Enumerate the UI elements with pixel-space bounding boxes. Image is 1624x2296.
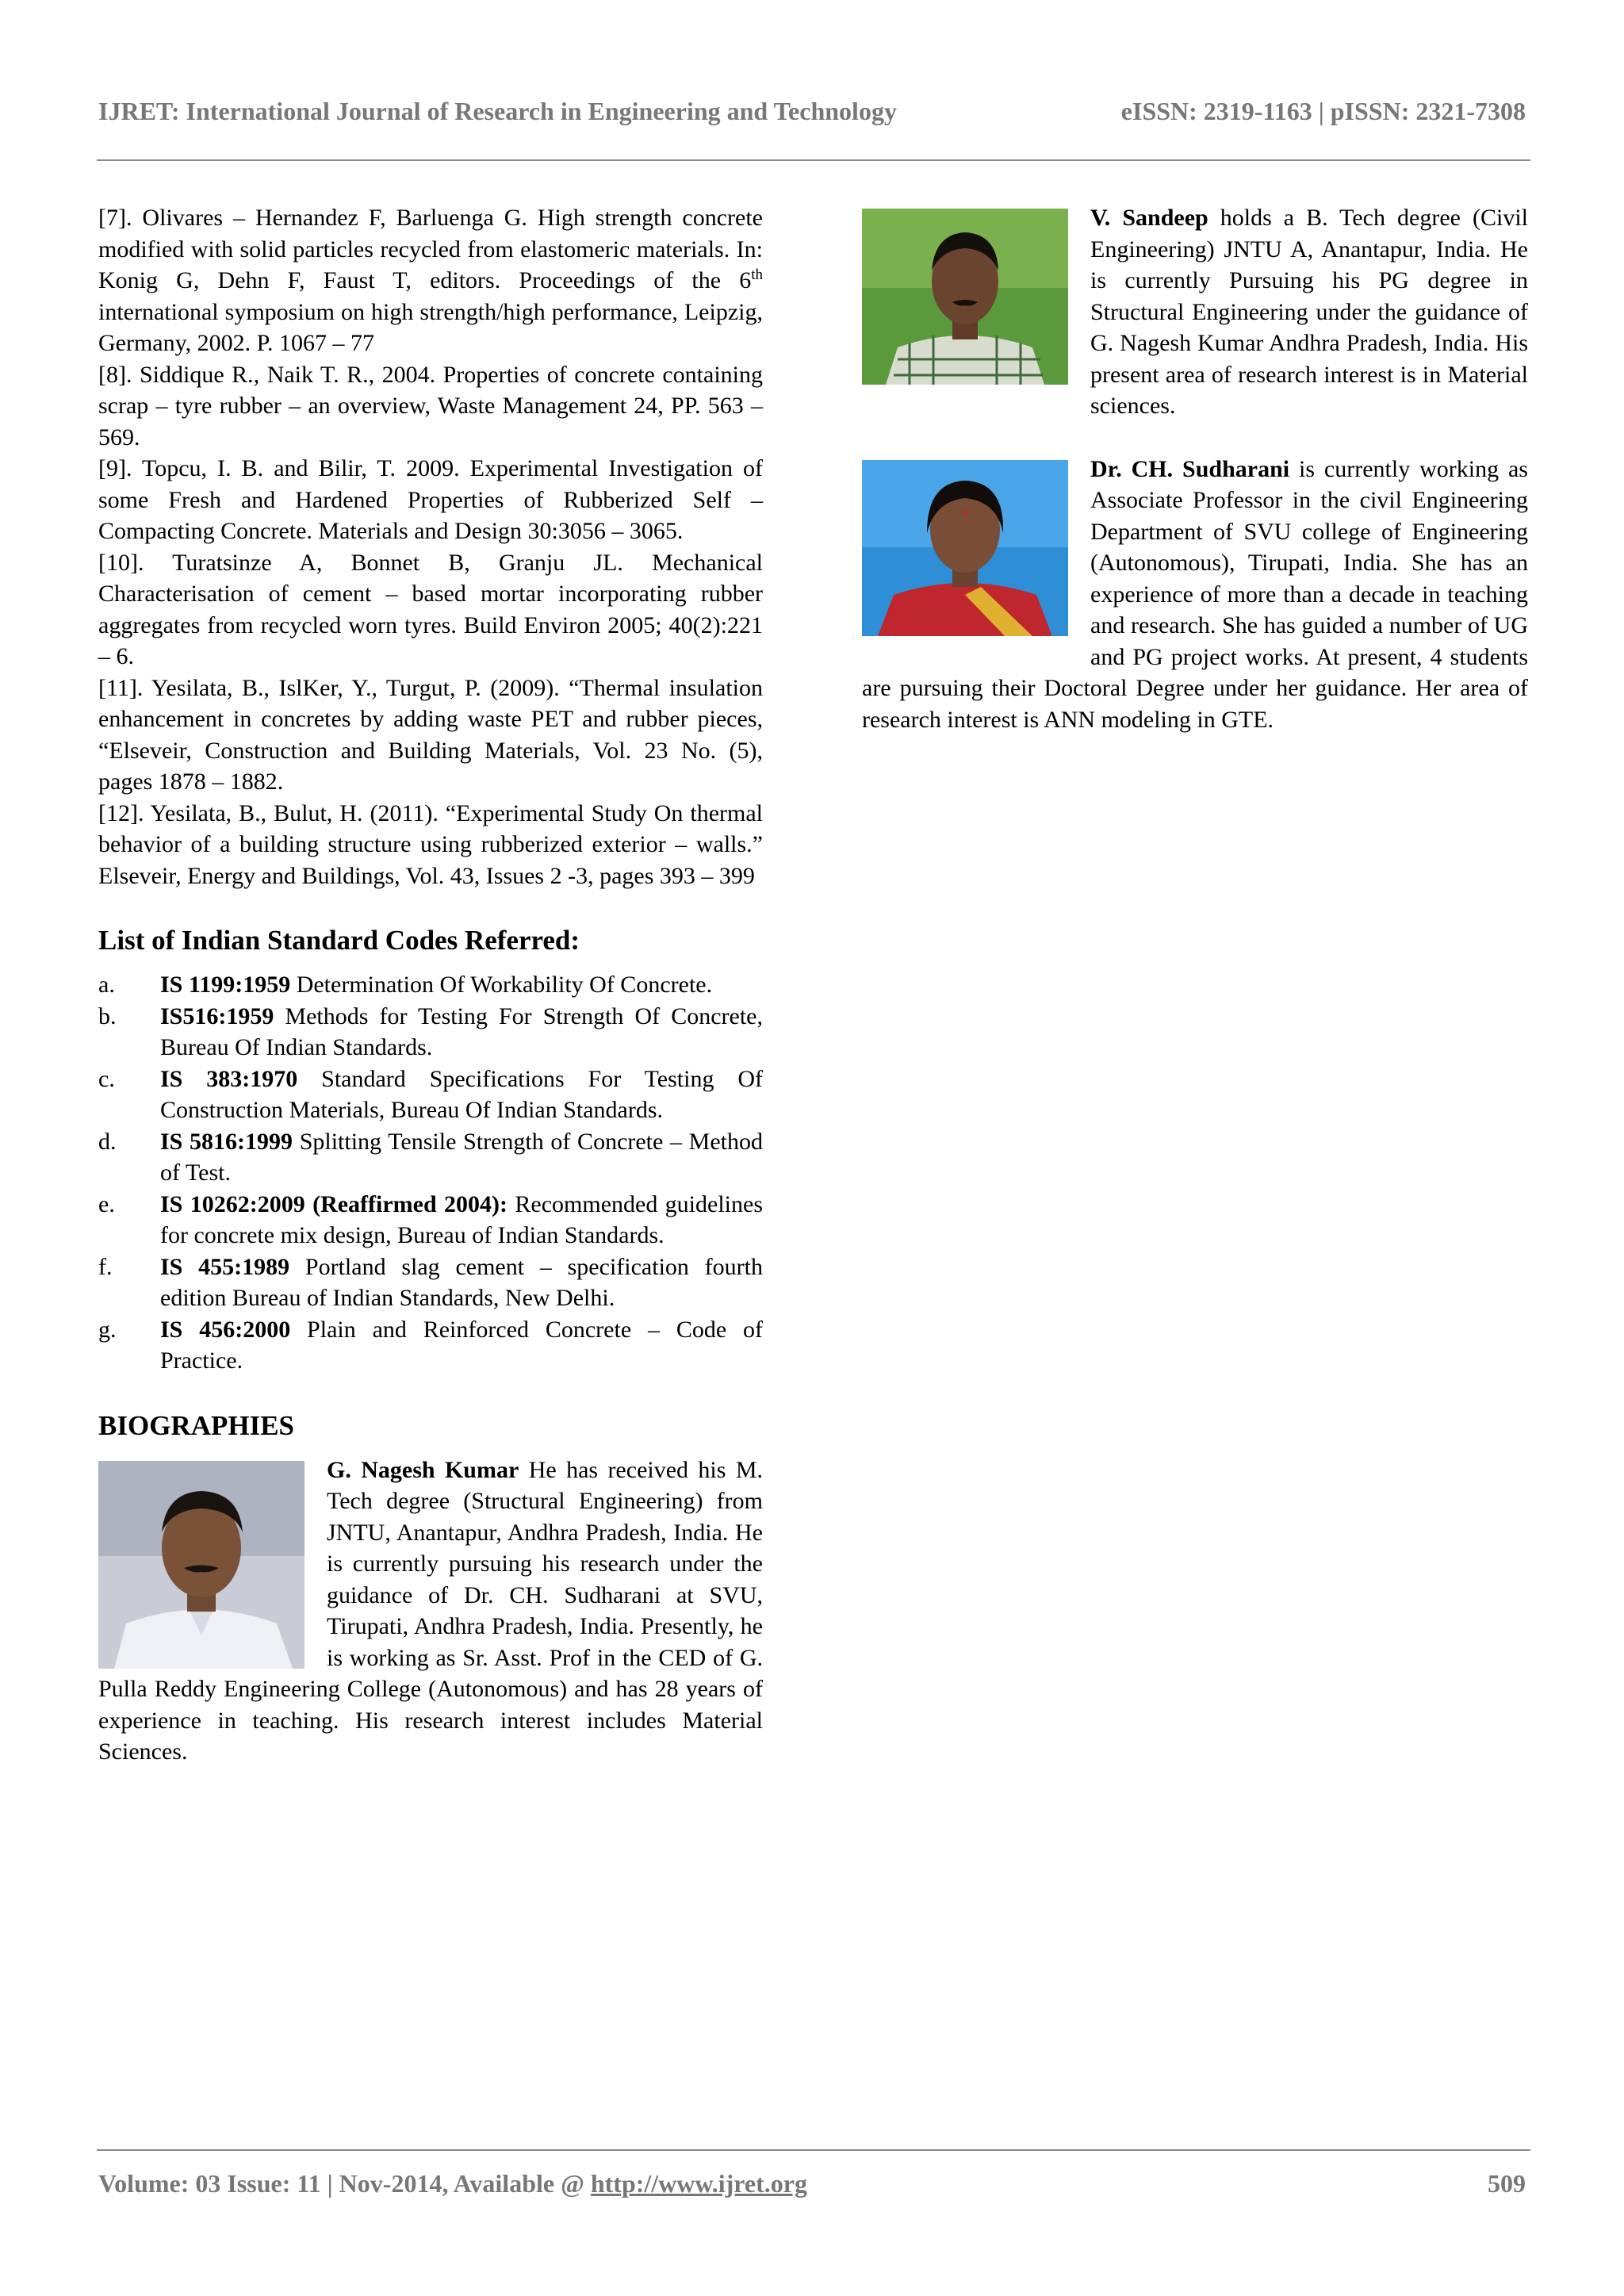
code-item: d. IS 5816:1999 Splitting Tensile Strength of Concrete – Method of Test. xyxy=(98,1128,764,1186)
code-item: f. IS 455:1989 Portland slag cement – specification fourth edition Bureau of Indian Standards, New Delhi. xyxy=(98,1253,763,1311)
reference-item: [11]. Yesilata, B., IslKer, Y., Turgut, P. (2009). “Thermal insulation enhancement in concretes by adding waste PET and rubber pieces, “Elseveir, Construction and Building Materials, Vol. 23 No. (5), pages 1878 – 1882. xyxy=(98,674,763,795)
bio-nagesh-kumar xyxy=(98,1455,763,1768)
footer-rule xyxy=(97,2149,1530,2151)
header-rule xyxy=(97,159,1530,161)
bio-name: G. Nagesh Kumar xyxy=(327,1456,519,1483)
portrait-photo-sudharani xyxy=(862,460,1068,668)
bio-text: holds a B. Tech degree (Civil Engineering) JNTU A, Anantapur, India. He is currently Pursuing his PG degree in Structural Engineering under the guidance of G. Nagesh Kumar Andhra Pradesh, India. His present area of research interest is in Material sciences. xyxy=(1090,205,1528,419)
portrait-photo-nagesh xyxy=(98,1461,304,1669)
reference-list xyxy=(98,202,763,891)
left-column xyxy=(98,202,763,1800)
reference-item: [8]. Siddique R., Naik T. R., 2004. Properties of concrete containing scrap – tyre rubber – an overview, Waste Management 24, PP. 563 – 569. xyxy=(98,361,763,450)
reference-item: [10]. Turatsinze A, Bonnet B, Granju JL. Mechanical Characterisation of cement – based mortar incorporating rubber aggregates from recycled worn tyres. Build Environ 2005; 40(2):221 – 6. xyxy=(98,549,763,669)
bio-sandeep xyxy=(862,202,1528,422)
reference-item: [12]. Yesilata, B., Bulut, H. (2011). “Experimental Study On thermal behavior of a building structure using rubberized exterior – walls.” Elseveir, Energy and Buildings, Vol. 43, Issues 2 -3, pages 393 – 399 xyxy=(98,799,763,889)
biographies-heading: BIOGRAPHIES xyxy=(98,1409,294,1441)
bio-text: is currently working as Associate Professor in the civil Engineering Department of SVU college of Engineering (Autonomous), Tirupati, India. She has an experience of more than a decade in teaching and research. She has guided a number of UG and PG project works. At present, 4 students are pursuing their Doctoral Degree under her guidance. Her area of research interest is ANN modeling in GTE. xyxy=(862,455,1528,733)
bio-name: Dr. CH. Sudharani xyxy=(1090,455,1290,482)
journal-title: IJRET: International Journal of Research in Engineering and Technology xyxy=(98,97,897,125)
code-item: g. IS 456:2000 Plain and Reinforced Concrete – Code of Practice. xyxy=(98,1316,763,1374)
issn-numbers: eISSN: 2319-1163 | pISSN: 2321-7308 xyxy=(1120,97,1526,125)
journal-url-link[interactable]: http://www.ijret.org xyxy=(590,2169,807,2198)
code-item: c. IS 383:1970 Standard Specifications For Testing Of Construction Materials, Bureau Of Indian Standards. xyxy=(98,1065,763,1123)
right-column xyxy=(862,202,1528,767)
reference-item: [9]. Topcu, I. B. and Bilir, T. 2009. Experimental Investigation of some Fresh and Hardened Properties of Rubberized Self – Compacting Concrete. Materials and Design 30:3056 – 3065. xyxy=(98,455,763,544)
codes-heading: List of Indian Standard Codes Referred: xyxy=(98,925,580,956)
superscript-th: th xyxy=(751,266,763,283)
bio-sudharani xyxy=(862,454,1528,736)
code-item: b. IS516:1959 Methods for Testing For Strength Of Concrete, Bureau Of Indian Standards. xyxy=(98,1002,763,1060)
bio-text: He has received his M. Tech degree (Structural Engineering) from JNTU, Anantapur, Andhra Pradesh, India. He is currently pursuing his research under the guidance of Dr. CH. Sudharani at SVU, Tirupati, Andhra Pradesh, India. Presently, he is working as Sr. Asst. Prof in the CED of G. Pulla Reddy Engineering College (Autonomous) and has 28 years of experience in teaching. His research interest includes Material Sciences. xyxy=(98,1456,764,1765)
code-item: a. IS 1199:1959 Determination Of Workability Of Concrete. xyxy=(98,972,713,998)
portrait-photo-sandeep xyxy=(862,209,1068,416)
page-number: 509 xyxy=(1488,2169,1526,2198)
codes-list xyxy=(98,969,763,1377)
bio-name: V. Sandeep xyxy=(1090,205,1208,231)
code-item: e. IS 10262:2009 (Reaffirmed 2004): Recommended guidelines for concrete mix design, Bureau of Indian Standards. xyxy=(98,1190,763,1248)
reference-item: [7]. Olivares – Hernandez F, Barluenga G. High strength concrete modified with solid particles recycled from elastomeric materials. In: Konig G, Dehn F, Faust T, editors. Proceedings of the 6th international symposium on high strength/high performance, Leipzig, Germany, 2002. P. 1067 – 77 xyxy=(98,205,763,356)
footer-volume-info: Volume: 03 Issue: 11 | Nov-2014, Available @ http://www.ijret.org xyxy=(98,2169,807,2198)
